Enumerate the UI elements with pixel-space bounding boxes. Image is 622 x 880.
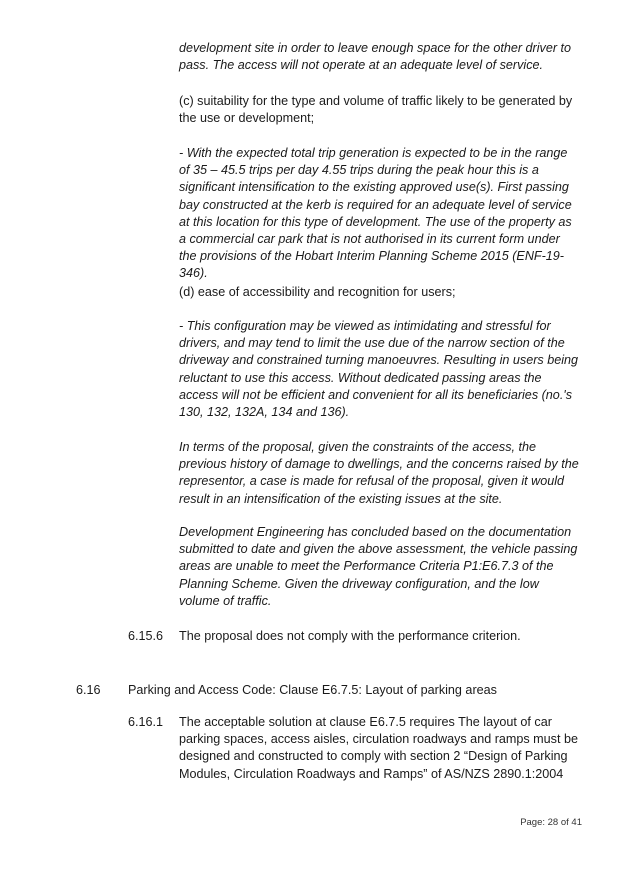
paragraph-configuration: - This configuration may be viewed as intimidating and stressful for drivers, and may tend to limit the use due of the narrow section of the driveway and constrained turning manoeuvres. Resulting in users being reluctant to use this access. Without dedicated passing areas the access will not be efficient and convenient for all its beneficiaries (no.'s 130, 132, 132A, 134 and 136). bbox=[179, 319, 579, 420]
paragraph-access-service: development site in order to leave enough space for the other driver to pass. The access will not operate at an adequate level of service. bbox=[179, 41, 572, 73]
clause-number-6-16-1: 6.16.1 bbox=[128, 715, 164, 729]
clause-text-6-15-6: The proposal does not comply with the performance criterion. bbox=[179, 629, 521, 643]
paragraph-criterion-c: (c) suitability for the type and volume of traffic likely to be generated by the use or development; bbox=[179, 94, 573, 126]
section-number-6-16: 6.16 bbox=[76, 683, 101, 697]
section-heading-6-16: Parking and Access Code: Clause E6.7.5: Layout of parking areas bbox=[128, 683, 497, 697]
paragraph-proposal-refusal: In terms of the proposal, given the constraints of the access, the previous history of damage to dwellings, and the concerns raised by the representor, a case is made for refusal of the proposal, given it would result in an intensification of the existing issues at the site. bbox=[179, 440, 579, 506]
paragraph-criterion-d: (d) ease of accessibility and recognition for users; bbox=[179, 285, 456, 299]
paragraph-development-engineering: Development Engineering has concluded based on the documentation submitted to date and given the above assessment, the vehicle passing areas are unable to meet the Performance Criteria P1:E6.7.3 of the Planning Scheme. Given the driveway configuration, and the low volume of traffic. bbox=[179, 525, 578, 608]
paragraph-trip-generation: - With the expected total trip generation is expected to be in the range of 35 – 45.5 trips per day 4.55 trips during the peak hour this is a significant intensification to the existing approved use(s). First passing bay constructed at the kerb is required for an adequate level of service at this location for this type of development. The use of the property as a commercial car park that is not authorised in its current form under the provisions of the Hobart Interim Planning Scheme 2015 (ENF-19-346). bbox=[179, 146, 572, 281]
page-number: Page: 28 of 41 bbox=[520, 817, 582, 828]
clause-text-6-16-1: The acceptable solution at clause E6.7.5 requires The layout of car parking spaces, access aisles, circulation roadways and ramps must be designed and constructed to comply with section 2 “Design of Parking Modules, Circulation Roadways and Ramps” of AS/NZS 2890.1:2004 bbox=[179, 715, 578, 781]
clause-number-6-15-6: 6.15.6 bbox=[128, 629, 164, 643]
